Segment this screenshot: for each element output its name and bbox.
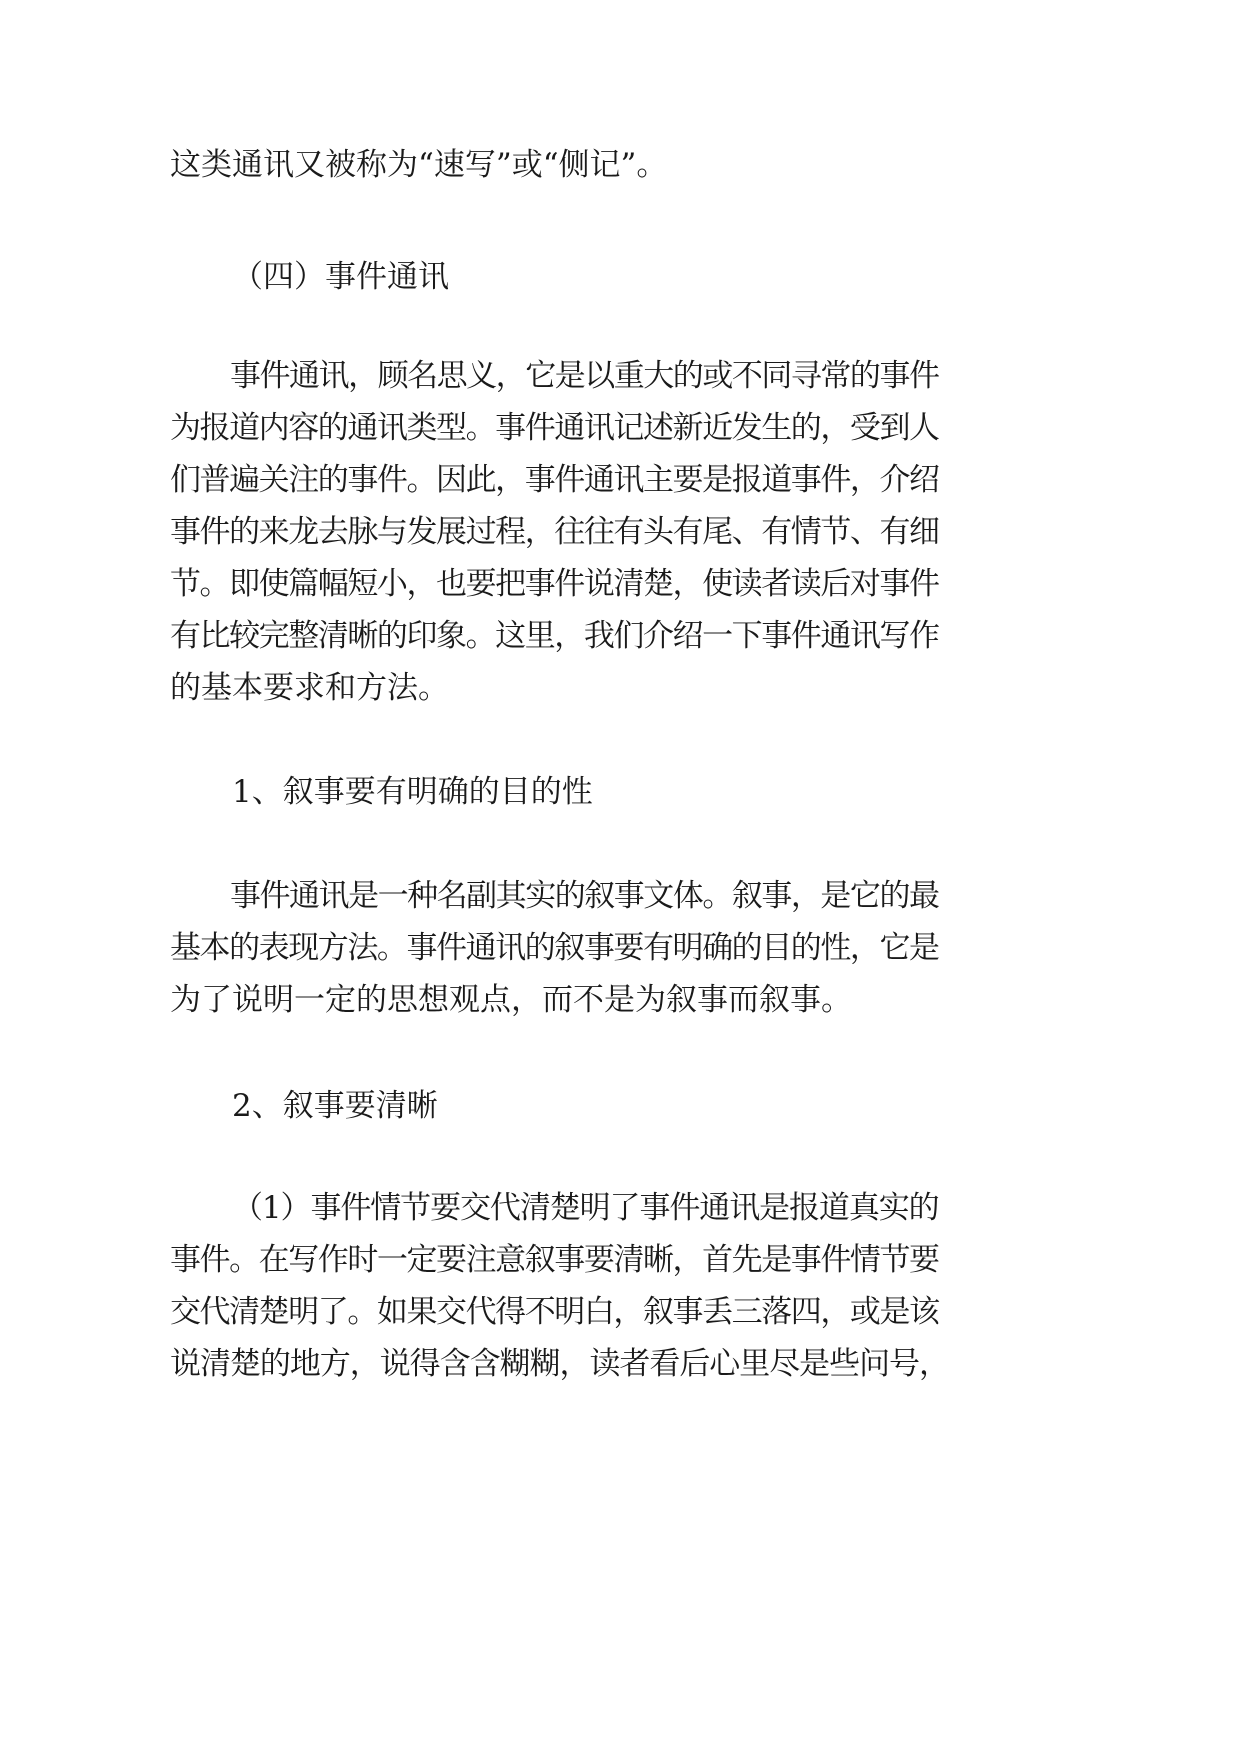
paragraph-line: 交代清楚明了。如果交代得不明白，叙事丢三落四，或是该 — [170, 1294, 939, 1330]
paragraph-line: 事件的来龙去脉与发展过程，往往有头有尾、有情节、有细 — [170, 514, 939, 550]
paragraph-line: 事件通讯，顾名思义，它是以重大的或不同寻常的事件 — [230, 358, 939, 394]
paragraph-line: 事件通讯是一种名副其实的叙事文体。叙事，是它的最 — [230, 878, 939, 914]
paragraph-line: 有比较完整清晰的印象。这里，我们介绍一下事件通讯写作 — [170, 618, 939, 654]
section-heading: （四）事件通讯 — [232, 259, 449, 295]
paragraph-line: 说清楚的地方，说得含含糊糊，读者看后心里尽是些问号， — [170, 1346, 949, 1382]
subsection-heading: 2、叙事要清晰 — [232, 1088, 438, 1124]
paragraph-line: 为了说明一定的思想观点，而不是为叙事而叙事。 — [170, 982, 852, 1018]
paragraph-line: 的基本要求和方法。 — [170, 670, 449, 706]
paragraph-line: 节。即使篇幅短小，也要把事件说清楚，使读者读后对事件 — [170, 566, 939, 602]
subsection-heading: 1、叙事要有明确的目的性 — [232, 774, 593, 810]
paragraph-line: 为报道内容的通讯类型。事件通讯记述新近发生的，受到人 — [170, 410, 939, 446]
paragraph-line: （1）事件情节要交代清楚明了事件通讯是报道真实的 — [232, 1190, 939, 1226]
paragraph-line: 这类通讯又被称为“速写”或“侧记”。 — [170, 147, 668, 183]
paragraph-line: 基本的表现方法。事件通讯的叙事要有明确的目的性，它是 — [170, 930, 939, 966]
paragraph-line: 们普遍关注的事件。因此，事件通讯主要是报道事件，介绍 — [170, 462, 939, 498]
paragraph-line: 事件。在写作时一定要注意叙事要清晰，首先是事件情节要 — [170, 1242, 939, 1278]
